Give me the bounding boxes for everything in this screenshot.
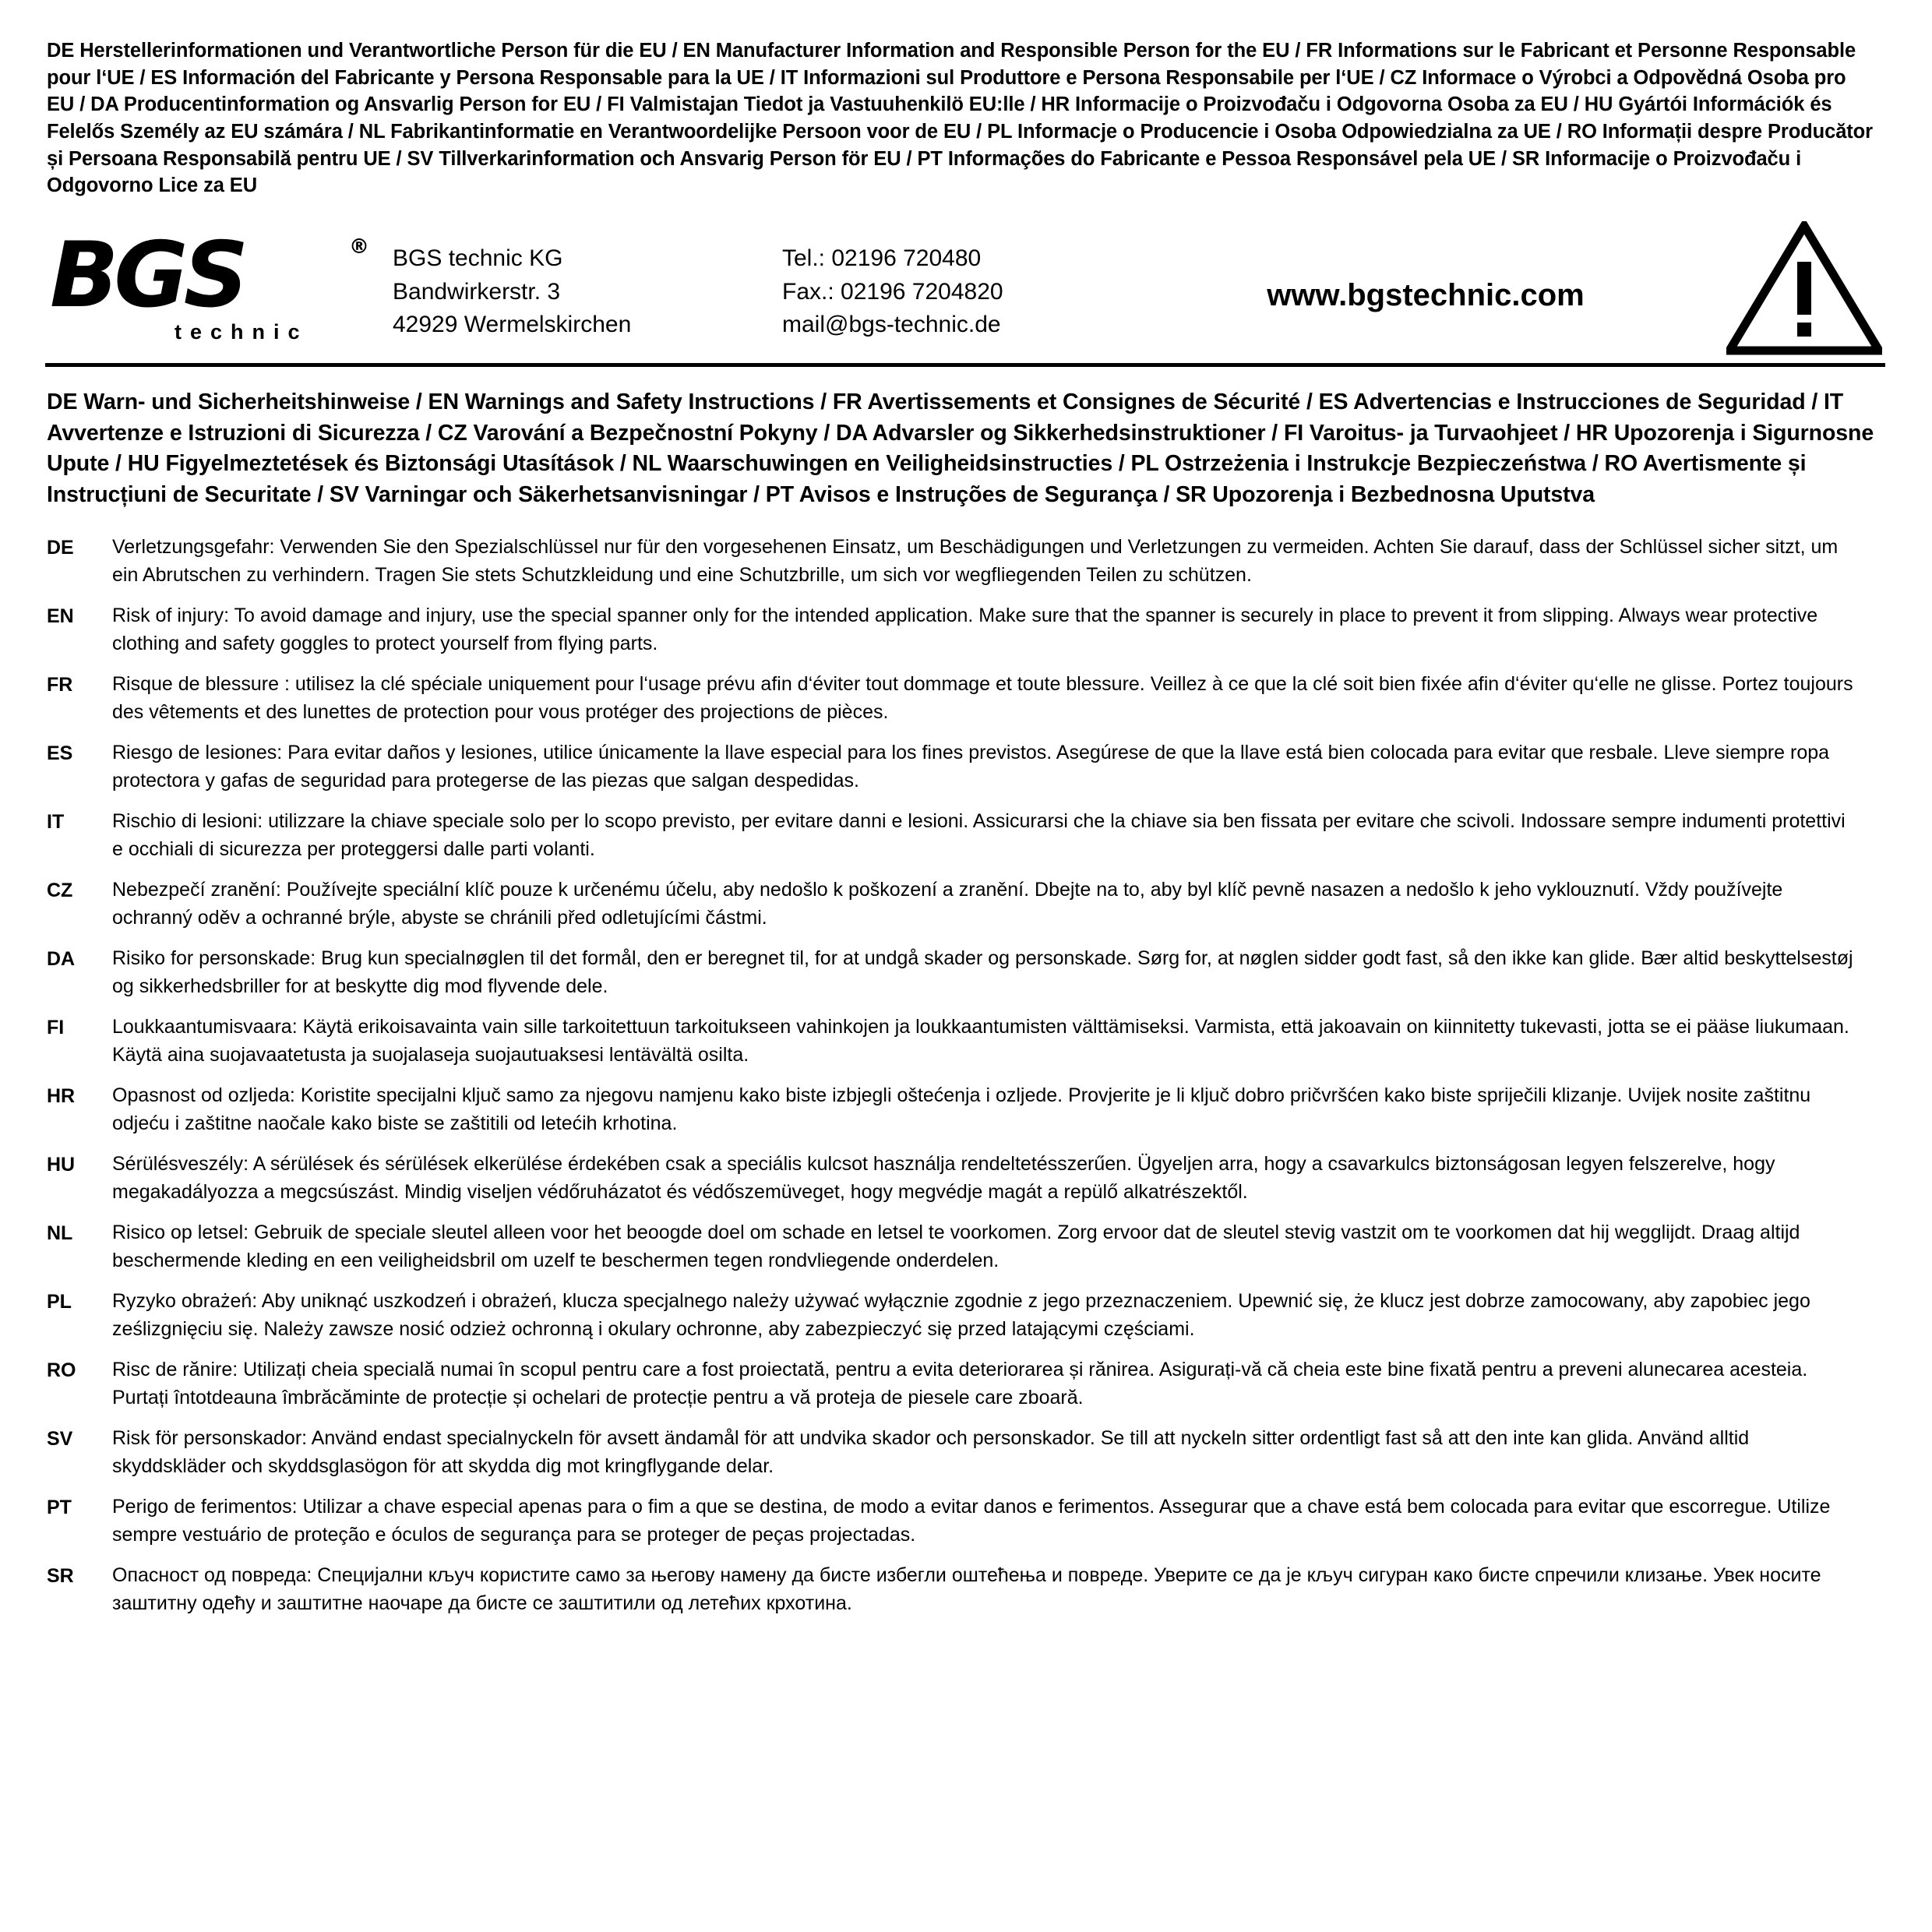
list-item [47,1151,1885,1206]
company-header-band [45,217,1885,367]
bgs-logo-subtitle: technic [175,320,308,344]
language-code: EN [47,605,74,628]
language-text: Risk för personskador: Använd endast specialnyckeln för avsett ändamål för att undvika skador och personskador. Se till att nyckeln sitter ordentligt fast så att den inte kan glida. Använd alltid skyddskläder och skyddsglasögon för att skydda dig mot kringflygande delar. [112,1427,1750,1477]
list-item [47,945,1885,1000]
language-code: IT [47,811,65,834]
language-text: Ryzyko obrażeń: Aby uniknąć uszkodzeń i obrażeń, klucza specjalnego należy używać wyłącznie zgodnie z jego przeznaczeniem. Upewnić się, że klucz jest dobrze zamocowany, aby zapobiec jego ześlizgnięciu się. Należy zawsze nosić odzież ochronną i okulary ochronne, aby zabezpieczyć się przed latającymi częściami. [112,1290,1810,1340]
list-item [47,876,1885,932]
language-text: Verletzungsgefahr: Verwenden Sie den Spezialschlüssel nur für den vorgesehenen Einsatz, um Beschädigungen und Verletzungen zu vermeiden. Achten Sie darauf, dass der Schlüssel sicher sitzt, um ein Abrutschen zu verhindern. Tragen Sie stets Schutzkleidung und eine Schutzbrille, um sich vor wegfliegenden Teilen zu schützen. [112,536,1839,586]
list-item [47,1219,1885,1274]
language-code: HU [47,1154,76,1176]
language-code: SV [47,1428,73,1451]
safety-instruction-list [45,534,1885,1617]
language-code: ES [47,742,73,765]
company-name: BGS technic KG [393,245,563,272]
language-text: Risc de rănire: Utilizați cheia specială numai în scopul pentru care a fost proiectată, pentru a evita deteriorarea și rănirea. Asigurați-vă că cheia este bine fixată pentru a preveni alunecarea acesteia. Purtați întotdeauna îmbrăcăminte de protecție și ochelari de protecție pentru a vă proteja de piesele care zboară. [112,1359,1808,1408]
language-code: CZ [47,880,73,902]
company-city: 42929 Wermelskirchen [393,312,632,338]
language-code: HR [47,1085,76,1108]
registered-trademark-icon: ® [349,234,369,259]
language-code: NL [47,1222,73,1245]
list-item [47,1288,1885,1343]
list-item [47,1356,1885,1412]
language-code: RO [47,1359,76,1382]
company-email[interactable]: mail@bgs-technic.de [782,312,1001,338]
language-code: DA [47,948,76,971]
company-phone: Tel.: 02196 720480 [782,245,982,272]
language-text: Opasnost od ozljeda: Koristite specijalni ključ samo za njegovu namjenu kako biste izbjegli oštećenja i ozljede. Provjerite je li ključ dobro pričvršćen kako biste spriječili klizanje. Uvijek nosite zaštitnu odjeću i zaštitne naočale kako biste se zaštitili od letećih krhotina. [112,1084,1811,1134]
language-code: PT [47,1497,72,1519]
company-fax: Fax.: 02196 7204820 [782,278,1003,305]
list-item [47,671,1885,726]
language-text: Loukkaantumisvaara: Käytä erikoisavainta vain sille tarkoitettuun tarkoitukseen vahinkojen ja loukkaantumisten välttämiseksi. Varmista, että jakoavain on kiinnitetty tukevasti, jotta se ei pääse liukumaan. Käytä aina suojavaatetusta ja suojalaseja suojautuaksesi lentävältä osilta. [112,1016,1849,1066]
list-item [47,1014,1885,1069]
list-item [47,1493,1885,1549]
language-code: FR [47,674,73,696]
warning-triangle-icon [1719,221,1885,355]
language-text: Risico op letsel: Gebruik de speciale sleutel alleen voor het beoogde doel om schade en letsel te voorkomen. Zorg ervoor dat de sleutel stevig vastzit om te voorkomen dat hij wegglijdt. Draag altijd beschermende kleding en een veiligheidsbril om uzelf te beschermen tegen rondvliegende onderdelen. [112,1222,1800,1271]
bgs-logo [45,222,393,344]
language-text: Risque de blessure : utilisez la clé spéciale uniquement pour l‘usage prévu afin d‘éviter tout dommage et toute blessure. Veillez à ce que la clé soit bien fixée afin d‘éviter qu‘elle ne glisse. Portez toujours des vêtements et des lunettes de protection pour vous protéger des projections de pièces. [112,673,1853,723]
language-text: Risk of injury: To avoid damage and injury, use the special spanner only for the intended application. Make sure that the spanner is securely in place to prevent it from slipping. Always wear protective clothing and safety goggles to protect yourself from flying parts. [112,605,1818,654]
language-code: SR [47,1565,74,1588]
list-item [47,1562,1885,1617]
language-text: Risiko for personskade: Brug kun specialnøglen til det formål, den er beregnet til, for at undgå skader og personskade. Sørg for, at nøglen sidder godt fast, så den ikke kan glide. Bær altid beskyttelsestøj og sikkerhedsbriller for at beskytte dig mod flyvende dele. [112,947,1853,997]
language-text: Nebezpečí zranění: Používejte speciální klíč pouze k určenému účelu, aby nedošlo k poškození a zranění. Dbejte na to, aby byl klíč pevně nasazen a nedošlo k jeho vyklouznutí. Vždy používejte ochranný oděv a ochranné brýle, abyste se chránili před odletujícími částmi. [112,879,1783,929]
safety-instructions-heading: DE Warn- und Sicherheitshinweise / EN Warnings and Safety Instructions / FR Avertissements et Consignes de Sécurité / ES Advertencias e Instrucciones de Seguridad / IT Avvertenze e Istruzioni di Sicurezza / CZ Varování a Bezpečnostní Pokyny / DA Advarsler og Sikkerhedsinstruktioner / FI Varoitus- ja Turvaohjeet / HR Upozorenja i Sigurnosne Upute / HU Figyelmeztetések és Biztonsági Utasítások / NL Waarschuwingen en Veiligheidsinstructies / PL Ostrzeżenia i Instrukcje Bezpieczeństwa / RO Avertismente și Instrucțiuni de Securitate / SV Varningar och Säkerhetsanvisningar / PT Avisos e Instruções de Segurança / SR Upozorenja i Bezbednosna Uputstva [47,390,1874,507]
language-code: PL [47,1291,72,1313]
company-website[interactable]: www.bgstechnic.com [1267,277,1585,312]
language-text: Riesgo de lesiones: Para evitar daños y lesiones, utilice únicamente la llave especial para los fines previstos. Asegúrese de que la llave está bien colocada para evitar que resbale. Lleve siempre ropa protectora y gafas de seguridad para protegerse de las piezas que salgan despedidas. [112,742,1830,791]
bgs-logo-text: BGS [50,222,245,328]
company-address [393,234,782,342]
list-item [47,808,1885,863]
list-item [47,1082,1885,1137]
list-item [47,1425,1885,1480]
company-contact [782,234,1148,342]
manufacturer-info-heading: DE Herstellerinformationen und Verantwortliche Person für die EU / EN Manufacturer Information and Responsible Person for the EU / FR Informations sur le Fabricant et Personne Responsable pour l‘UE / ES Información del Fabricante y Persona Responsable para la UE / IT Informazioni sul Produttore e Persona Responsabile per l‘UE / CZ Informace o Výrobci a Odpovědná Osoba pro EU / DA Producentinformation og Ansvarlig Person for EU / FI Valmistajan Tiedot ja Vastuuhenkilö EU:lle / HR Informacije o Proizvođaču i Odgovorna Osoba za EU / HU Gyártói Információk és Felelős Személy az EU számára / NL Fabrikantinformatie en Verantwoordelijke Persoon voor de EU / PL Informacje o Producencie i Osoba Odpowiedzialna za UE / RO Informații despre Producător și Persoana Responsabilă pentru UE / SV Tillverkarinformation och Ansvarig Person för EU / PT Informações do Fabricante e Pessoa Responsável pela UE / SR Informacije o Proizvođaču i Odgovorno Lice za EU [47,40,1873,197]
list-item [47,739,1885,795]
language-text: Perigo de ferimentos: Utilizar a chave especial apenas para o fim a que se destina, de modo a evitar danos e ferimentos. Assegurar que a chave está bem colocada para evitar que escorregue. Utilize sempre vestuário de proteção e óculos de segurança para se proteger de peças projectadas. [112,1496,1831,1546]
language-text: Rischio di lesioni: utilizzare la chiave speciale solo per lo scopo previsto, per evitare danni e lesioni. Assicurarsi che la chiave sia ben fissata per evitare che scivoli. Indossare sempre indumenti protettivi e occhiali di sicurezza per proteggersi dalle parti volanti. [112,810,1846,860]
list-item [47,602,1885,658]
list-item [47,534,1885,589]
language-text: Опасност од повреда: Специјални кључ користите само за његову намену да бисте избегли оштећења и повреде. Уверите се да је кључ сигуран како бисте спречили клизање. Увек носите заштитну одећу и заштитне наочаре да бисте се заштитили од летећих крхотина. [112,1564,1821,1614]
language-text: Sérülésveszély: A sérülések és sérülések elkerülése érdekében csak a speciális kulcsot használja rendeltetésszerűen. Ügyeljen arra, hogy a csavarkulcs biztonságosan legyen felszerelve, hogy megakadályozza a megcsúszást. Mindig viseljen védőruházatot és védőszemüveget, hogy megvédje magát a repülő alkatrészektől. [112,1153,1775,1203]
language-code: FI [47,1017,65,1039]
language-code: DE [47,537,74,559]
company-street: Bandwirkerstr. 3 [393,278,561,305]
